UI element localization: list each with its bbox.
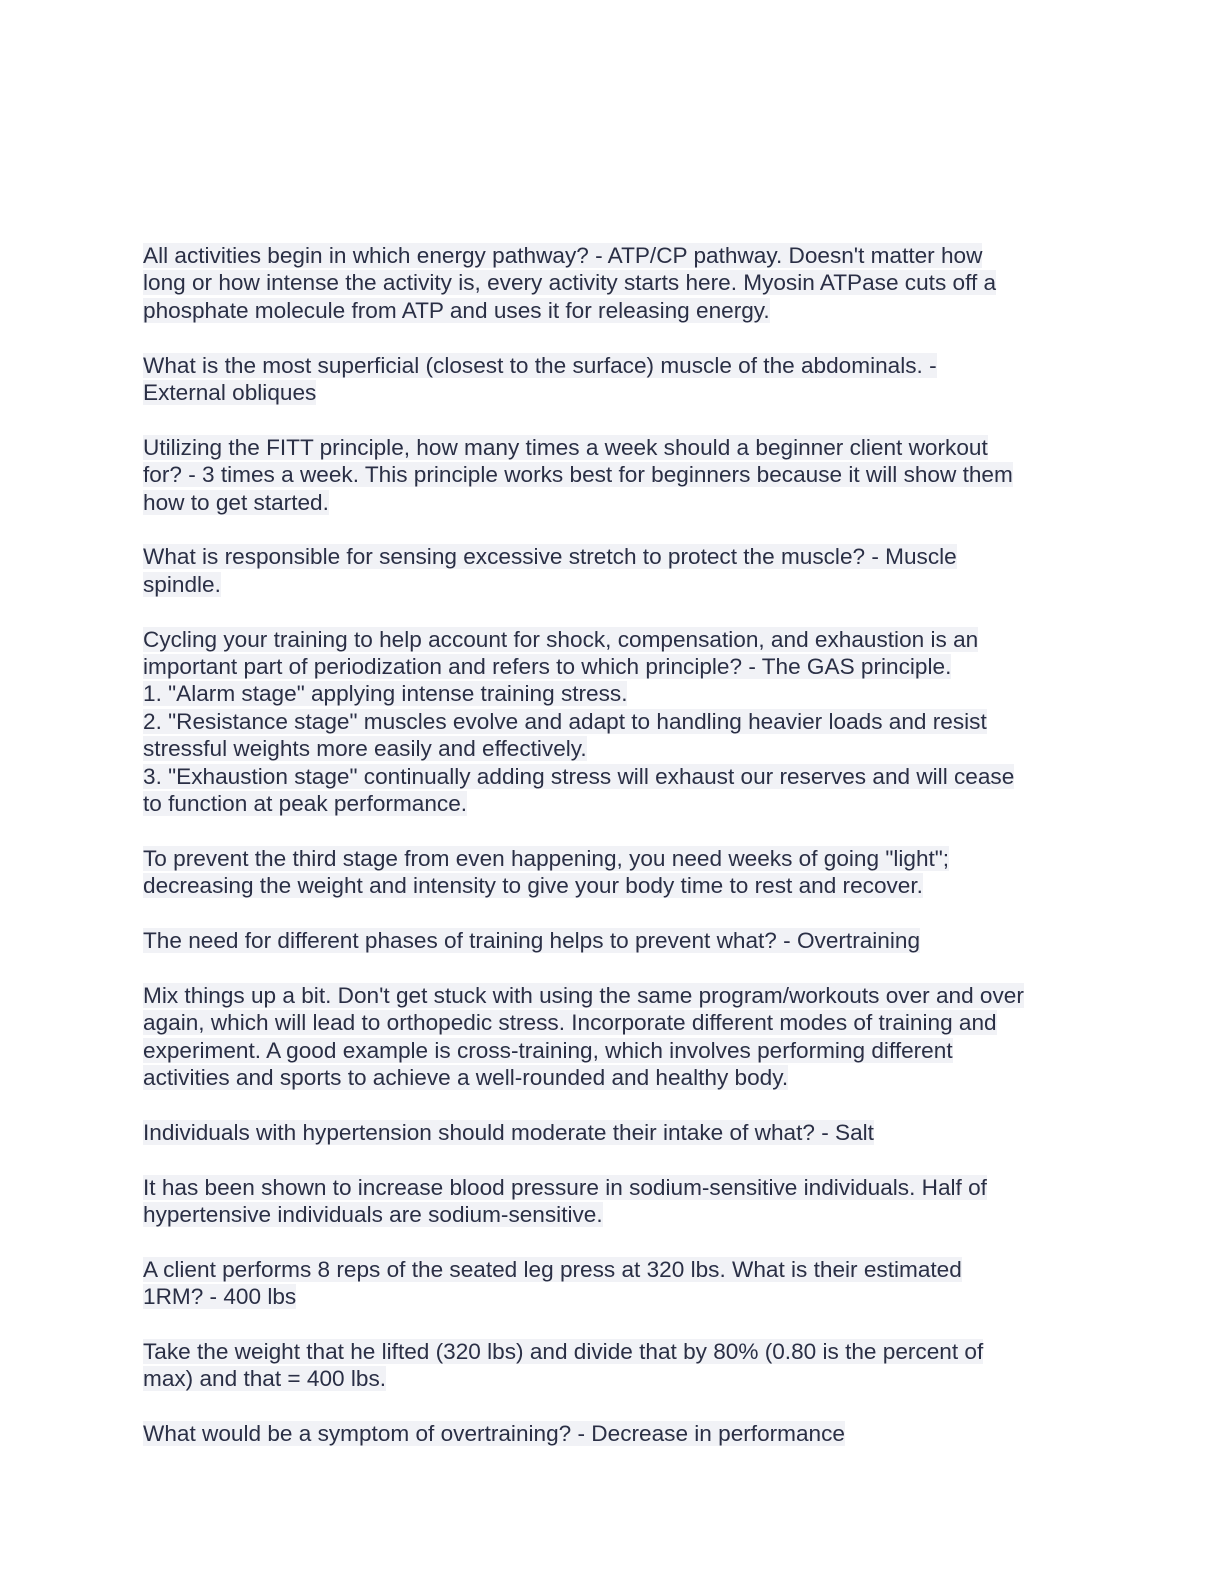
text-line: decreasing the weight and intensity to give your body time to rest and recover. [143, 873, 923, 899]
qa-paragraph [143, 1256, 1073, 1311]
qa-paragraph [143, 1338, 1073, 1393]
text-line: What is the most superficial (closest to the surface) muscle of the abdominals. - [143, 352, 937, 378]
text-line: Utilizing the FITT principle, how many times a week should a beginner client workout [143, 434, 988, 460]
text-line: External obliques [143, 380, 317, 406]
text-line: 1RM? - 400 lbs [143, 1284, 297, 1310]
qa-paragraph [143, 543, 1073, 598]
qa-paragraph [143, 352, 1073, 407]
document-page [143, 242, 1073, 1475]
text-line: again, which will lead to orthopedic stress. Incorporate different modes of training and [143, 1010, 997, 1036]
text-line: activities and sports to achieve a well-rounded and healthy body. [143, 1065, 789, 1091]
text-line: important part of periodization and refers to which principle? - The GAS principle. [143, 654, 952, 680]
text-line: spindle. [143, 571, 221, 597]
text-line: To prevent the third stage from even happening, you need weeks of going "light"; [143, 845, 950, 871]
text-line: hypertensive individuals are sodium-sensitive. [143, 1202, 603, 1228]
text-line: It has been shown to increase blood pressure in sodium-sensitive individuals. Half of [143, 1174, 987, 1200]
qa-paragraph [143, 626, 1073, 818]
text-line: 3. "Exhaustion stage" continually adding stress will exhaust our reserves and will cease [143, 763, 1015, 789]
text-line: for? - 3 times a week. This principle works best for beginners because it will show them [143, 462, 1013, 488]
text-line: What would be a symptom of overtraining? - Decrease in performance [143, 1421, 845, 1447]
text-line: phosphate molecule from ATP and uses it for releasing energy. [143, 297, 770, 323]
text-line: 1. "Alarm stage" applying intense training stress. [143, 681, 628, 707]
text-line: how to get started. [143, 489, 329, 515]
text-line: to function at peak performance. [143, 791, 468, 817]
qa-paragraph [143, 1174, 1073, 1229]
text-line: The need for different phases of training helps to prevent what? - Overtraining [143, 928, 921, 954]
text-line: experiment. A good example is cross-training, which involves performing different [143, 1037, 953, 1063]
qa-paragraph [143, 845, 1073, 900]
qa-paragraph [143, 434, 1073, 516]
text-line: Cycling your training to help account for shock, compensation, and exhaustion is an [143, 626, 979, 652]
qa-paragraph [143, 1420, 1073, 1447]
qa-paragraph [143, 242, 1073, 324]
qa-paragraph [143, 982, 1073, 1092]
text-line: What is responsible for sensing excessive stretch to protect the muscle? - Muscle [143, 544, 957, 570]
text-line: long or how intense the activity is, every activity starts here. Myosin ATPase cuts off a [143, 270, 997, 296]
text-line: max) and that = 400 lbs. [143, 1366, 387, 1392]
text-line: A client performs 8 reps of the seated leg press at 320 lbs. What is their estimated [143, 1256, 962, 1282]
text-line: Individuals with hypertension should moderate their intake of what? - Salt [143, 1119, 874, 1145]
qa-paragraph [143, 1119, 1073, 1146]
text-line: Take the weight that he lifted (320 lbs) and divide that by 80% (0.80 is the percent of [143, 1339, 984, 1365]
text-line: stressful weights more easily and effectively. [143, 736, 587, 762]
text-line: Mix things up a bit. Don't get stuck with using the same program/workouts over and over [143, 982, 1024, 1008]
text-line: 2. "Resistance stage" muscles evolve and adapt to handling heavier loads and resist [143, 708, 987, 734]
qa-paragraph [143, 927, 1073, 954]
text-line: All activities begin in which energy pathway? - ATP/CP pathway. Doesn't matter how [143, 243, 983, 268]
